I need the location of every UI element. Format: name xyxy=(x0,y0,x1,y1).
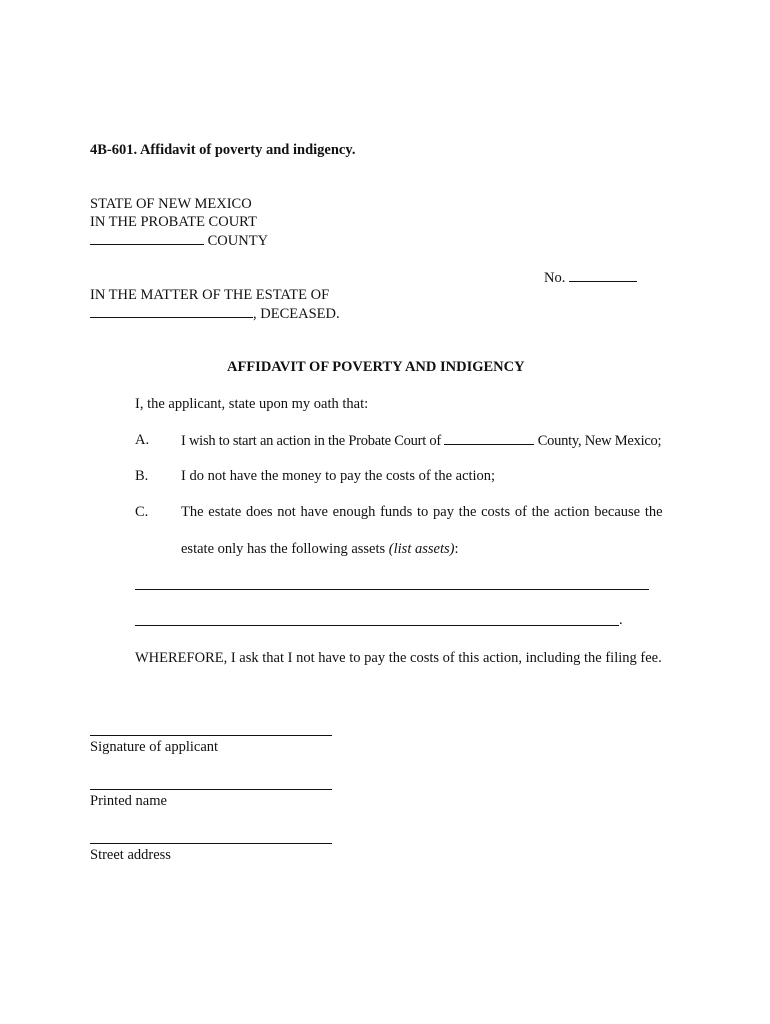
item-a-text-after: County, New Mexico; xyxy=(534,433,662,449)
signature-label: Signature of applicant xyxy=(90,739,219,755)
county-blank[interactable] xyxy=(90,231,204,245)
affidavit-heading: AFFIDAVIT OF POVERTY AND INDIGENCY xyxy=(227,359,525,375)
item-a-letter: A. xyxy=(135,432,150,448)
case-number xyxy=(544,268,637,287)
case-number-blank[interactable] xyxy=(569,268,637,282)
decedent-name-blank[interactable] xyxy=(90,304,253,318)
printed-name-line[interactable] xyxy=(90,789,332,790)
street-address-label: Street address xyxy=(90,847,171,863)
assets-line-1[interactable] xyxy=(135,589,649,590)
caption-court: IN THE PROBATE COURT xyxy=(90,214,257,230)
item-a-text xyxy=(181,431,661,450)
probate-county-blank[interactable] xyxy=(444,431,534,445)
item-a-text-before: I wish to start an action in the Probate Court of xyxy=(181,433,445,449)
item-c-text: The estate does not have enough funds to pay the costs of the action because the xyxy=(181,504,663,520)
item-b-text: I do not have the money to pay the costs of the action; xyxy=(181,468,496,484)
matter-line: IN THE MATTER OF THE ESTATE OF xyxy=(90,287,330,303)
item-c-colon: : xyxy=(454,541,459,557)
assets-period: . xyxy=(619,612,623,628)
rule-title: 4B-601. Affidavit of poverty and indigency. xyxy=(90,142,356,158)
wherefore-text: WHEREFORE, I ask that I not have to pay the costs of this action, including the filing fee. xyxy=(135,650,662,666)
printed-name-label: Printed name xyxy=(90,793,167,809)
caption-county xyxy=(90,231,268,250)
deceased-label: , DECEASED. xyxy=(253,306,340,322)
item-c-letter: C. xyxy=(135,504,149,520)
list-assets-note: (list assets) xyxy=(388,541,455,557)
signature-line[interactable] xyxy=(90,735,332,736)
case-number-label: No. xyxy=(544,270,569,286)
item-c-continuation-text: estate only has the following assets xyxy=(181,541,389,557)
item-c-continuation xyxy=(181,540,458,558)
county-label: COUNTY xyxy=(204,233,269,249)
intro-text: I, the applicant, state upon my oath that: xyxy=(135,396,369,412)
caption-state: STATE OF NEW MEXICO xyxy=(90,196,252,212)
item-b-letter: B. xyxy=(135,468,149,484)
street-address-line[interactable] xyxy=(90,843,332,844)
deceased-line xyxy=(90,304,340,323)
assets-line-2[interactable] xyxy=(135,625,619,626)
